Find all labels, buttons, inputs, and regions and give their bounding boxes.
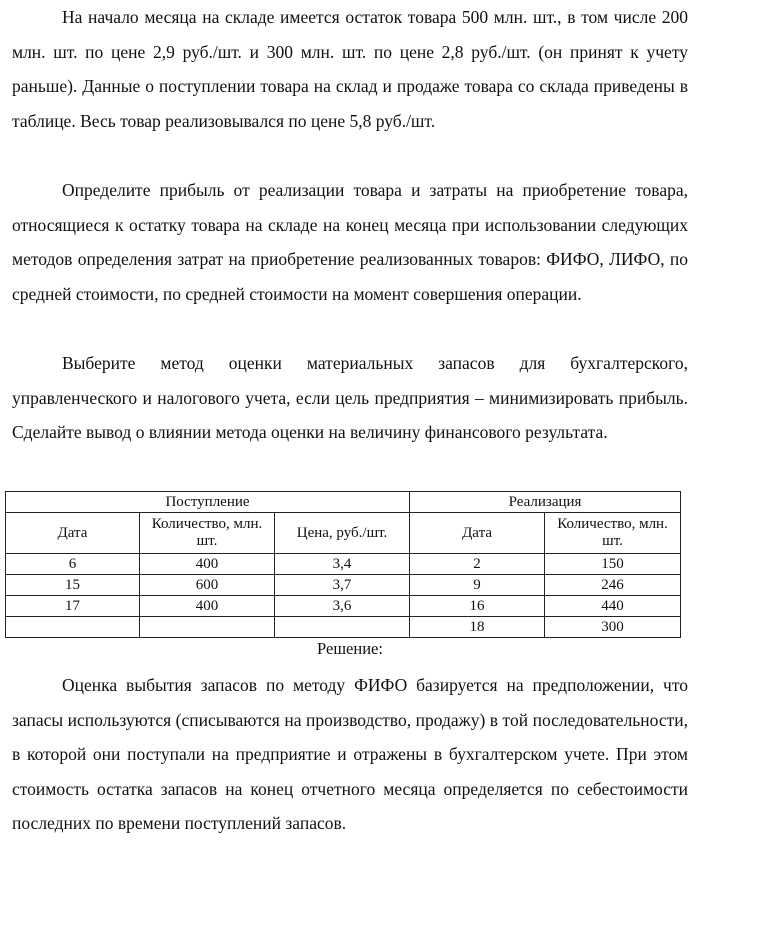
receipt-date-cell: 15 <box>6 575 140 596</box>
sale-quantity-cell: 246 <box>545 575 681 596</box>
table-row <box>6 575 681 596</box>
table-row <box>6 554 681 575</box>
receipt-quantity-header: Количество, млн. шт. <box>140 513 275 554</box>
solution-heading: Решение: <box>317 639 383 658</box>
receipt-price-cell: 3,6 <box>275 596 410 617</box>
table-group-header-row <box>6 492 681 513</box>
task-paragraph-3: Выберите метод оценки материальных запасов для бухгалтерского, управленческого и налогового учета, если цель предприятия – минимизировать прибыль. Сделайте вывод о влиянии метода оценки на величину финансового результата. <box>12 353 688 443</box>
receipt-date-header: Дата <box>6 513 140 554</box>
receipt-quantity-cell: 400 <box>140 554 275 575</box>
receipt-price-cell <box>275 617 410 638</box>
inventory-table <box>5 491 681 638</box>
receipt-date-cell: 17 <box>6 596 140 617</box>
receipt-date-cell: 6 <box>6 554 140 575</box>
receipt-price-cell: 3,7 <box>275 575 410 596</box>
sale-date-cell: 16 <box>410 596 545 617</box>
sale-quantity-cell: 150 <box>545 554 681 575</box>
sale-date-cell: 18 <box>410 617 545 638</box>
receipt-group-header: Поступление <box>6 492 410 513</box>
receipt-quantity-cell <box>140 617 275 638</box>
table-row <box>6 596 681 617</box>
receipt-quantity-cell: 400 <box>140 596 275 617</box>
table-row <box>6 617 681 638</box>
sale-quantity-cell: 300 <box>545 617 681 638</box>
receipt-price-cell: 3,4 <box>275 554 410 575</box>
solution-paragraph: Оценка выбытия запасов по методу ФИФО базируется на предположении, что запасы используются (списываются на производство, продажу) в той последовательности, в которой они поступали на предприятие и отражены в бухгалтерском учете. При этом стоимость остатка запасов на конец отчетного месяца определяется по себестоимости последних по времени поступлений запасов. <box>12 675 688 834</box>
task-paragraph-2: Определите прибыль от реализации товара и затраты на приобретение товара, относящиеся к остатку товара на складе на конец месяца при использовании следующих методов определения затрат на приобретение реализованных товаров: ФИФО, ЛИФО, по средней стоимости, по средней стоимости на момент совершения операции. <box>12 180 688 304</box>
sale-date-cell: 9 <box>410 575 545 596</box>
sale-date-cell: 2 <box>410 554 545 575</box>
sale-date-header: Дата <box>410 513 545 554</box>
sale-group-header: Реализация <box>410 492 681 513</box>
sale-quantity-cell: 440 <box>545 596 681 617</box>
table-column-header-row <box>6 513 681 554</box>
receipt-date-cell <box>6 617 140 638</box>
task-paragraph-1: На начало месяца на складе имеется остаток товара 500 млн. шт., в том числе 200 млн. шт. по цене 2,9 руб./шт. и 300 млн. шт. по цене 2,8 руб./шт. (он принят к учету раньше). Данные о поступлении товара на склад и продаже товара со склада приведены в таблице. Весь товар реализовывался по цене 5,8 руб./шт. <box>12 7 688 131</box>
receipt-quantity-cell: 600 <box>140 575 275 596</box>
receipt-price-header: Цена, руб./шт. <box>275 513 410 554</box>
sale-quantity-header: Количество, млн. шт. <box>545 513 681 554</box>
